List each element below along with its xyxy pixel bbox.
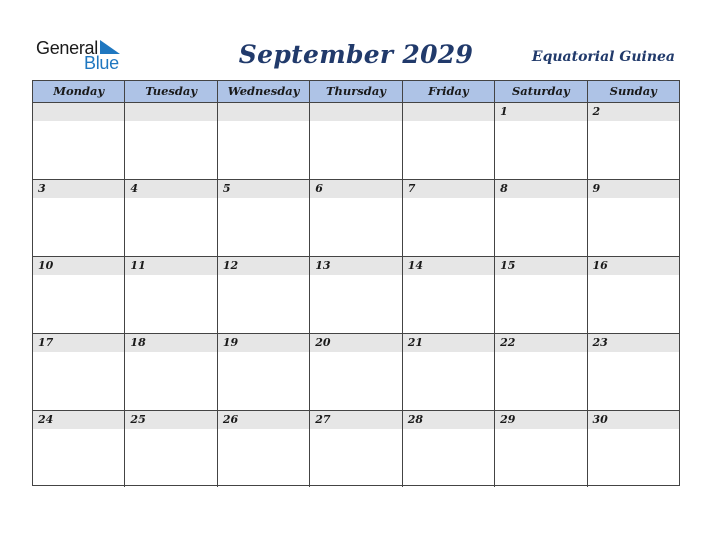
country-label: Equatorial Guinea — [531, 49, 675, 65]
day-header-band — [218, 180, 309, 198]
day-number: 18 — [130, 336, 146, 349]
day-number: 14 — [407, 259, 423, 272]
page-title: September 2029 — [238, 40, 474, 69]
day-header-band — [403, 103, 494, 121]
day-number: 21 — [407, 336, 423, 349]
day-cell[interactable] — [588, 334, 679, 410]
day-cell[interactable] — [33, 334, 125, 410]
day-cell[interactable] — [218, 103, 310, 179]
day-cell[interactable] — [310, 411, 402, 487]
week-row — [33, 103, 679, 180]
day-header-band — [495, 180, 586, 198]
day-cell[interactable] — [33, 103, 125, 179]
day-cell[interactable] — [495, 257, 587, 333]
week-row — [33, 257, 679, 334]
day-cell[interactable] — [588, 411, 679, 487]
day-number: 15 — [500, 259, 516, 272]
day-cell[interactable] — [310, 180, 402, 256]
day-cell[interactable] — [125, 411, 217, 487]
day-number: 28 — [407, 413, 423, 426]
day-cell[interactable] — [125, 180, 217, 256]
day-number: 8 — [500, 182, 508, 195]
weekday-header-row — [33, 81, 679, 103]
day-cell[interactable] — [310, 334, 402, 410]
day-cell[interactable] — [33, 257, 125, 333]
day-cell[interactable] — [403, 411, 495, 487]
day-cell[interactable] — [218, 257, 310, 333]
day-cell[interactable] — [588, 180, 679, 256]
day-number: 23 — [592, 336, 608, 349]
day-number: 4 — [130, 182, 139, 195]
day-header-band — [33, 103, 124, 121]
day-number: 22 — [500, 336, 516, 349]
day-cell[interactable] — [495, 411, 587, 487]
day-cell[interactable] — [33, 180, 125, 256]
day-cell[interactable] — [310, 103, 402, 179]
day-number: 17 — [38, 336, 54, 349]
weekday-sunday: Sunday — [609, 84, 657, 98]
day-number: 24 — [38, 413, 54, 426]
day-number: 26 — [222, 413, 239, 426]
day-cell[interactable] — [495, 334, 587, 410]
day-number: 3 — [38, 182, 46, 195]
logo-general-text: General — [36, 38, 98, 58]
day-cell[interactable] — [33, 411, 125, 487]
day-header-band — [588, 103, 679, 121]
day-number: 11 — [130, 259, 146, 272]
day-number: 6 — [315, 182, 323, 195]
week-row — [33, 180, 679, 257]
day-cell[interactable] — [218, 334, 310, 410]
day-header-band — [218, 103, 309, 121]
day-cell[interactable] — [125, 334, 217, 410]
day-cell[interactable] — [125, 103, 217, 179]
day-header-band — [310, 103, 401, 121]
day-cell[interactable] — [218, 411, 310, 487]
day-number: 5 — [222, 182, 231, 195]
weeks-container — [33, 103, 679, 487]
day-cell[interactable] — [403, 103, 495, 179]
weekday-monday: Monday — [33, 81, 125, 102]
weekday-tuesday: Tuesday — [125, 81, 217, 102]
day-cell[interactable] — [403, 334, 495, 410]
day-cell[interactable] — [588, 257, 679, 333]
week-row — [33, 334, 679, 411]
day-number: 10 — [38, 259, 54, 272]
day-cell[interactable] — [403, 257, 495, 333]
day-number: 13 — [315, 259, 331, 272]
logo-blue-text: Blue — [84, 53, 119, 73]
day-header-band — [310, 180, 401, 198]
day-number: 29 — [500, 413, 516, 426]
weekday-wednesday: Wednesday — [218, 81, 310, 102]
day-number: 9 — [592, 182, 601, 195]
day-cell[interactable] — [403, 180, 495, 256]
day-cell[interactable] — [310, 257, 402, 333]
day-number: 2 — [592, 105, 601, 118]
day-cell[interactable] — [495, 103, 587, 179]
day-number: 7 — [407, 182, 416, 195]
day-cell[interactable] — [218, 180, 310, 256]
day-cell[interactable] — [125, 257, 217, 333]
week-row — [33, 411, 679, 487]
day-number: 16 — [592, 259, 608, 272]
day-number: 20 — [315, 336, 331, 349]
day-header-band — [33, 180, 124, 198]
day-header-band — [403, 180, 494, 198]
day-header-band — [125, 180, 216, 198]
day-header-band — [495, 103, 586, 121]
day-number: 12 — [222, 259, 239, 272]
day-number: 1 — [500, 105, 508, 118]
day-number: 25 — [130, 413, 146, 426]
weekday-friday: Friday — [403, 81, 495, 102]
day-number: 30 — [592, 413, 608, 426]
weekday-saturday: Saturday — [495, 81, 587, 102]
day-number: 19 — [222, 336, 239, 349]
calendar-grid — [32, 80, 680, 486]
weekday-thursday: Thursday — [310, 81, 402, 102]
day-number: 27 — [315, 413, 331, 426]
day-header-band — [125, 103, 216, 121]
day-header-band — [588, 180, 679, 198]
day-cell[interactable] — [588, 103, 679, 179]
day-cell[interactable] — [495, 180, 587, 256]
